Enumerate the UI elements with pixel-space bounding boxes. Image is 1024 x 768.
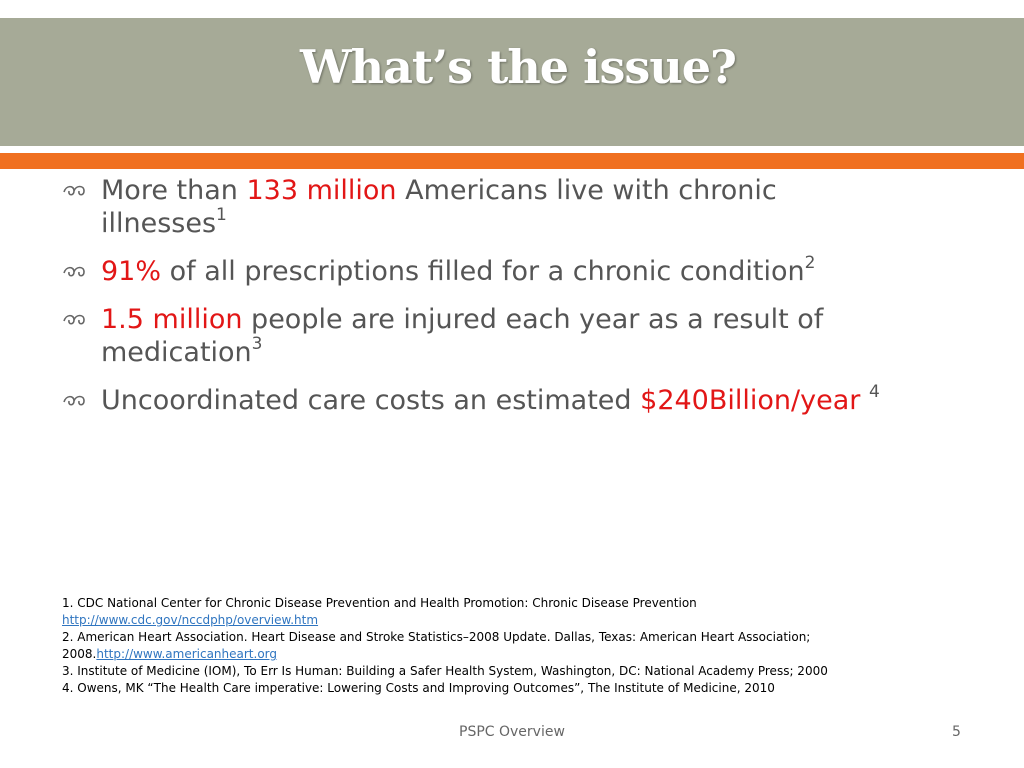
bullet-swirl-icon <box>62 183 90 199</box>
footnote-marker: 2 <box>804 253 816 273</box>
bullet-highlight: 133 million <box>246 175 397 206</box>
reference-2-prefix: 2008. <box>62 647 97 661</box>
bullet-highlight: 91% <box>101 256 162 287</box>
bullet-item <box>60 303 900 369</box>
bullet-list <box>60 174 900 432</box>
bullet-swirl-icon <box>62 393 90 409</box>
footnote-marker: 4 <box>868 382 880 402</box>
slide-title: What’s the issue? <box>300 40 736 94</box>
reference-3: 3. Institute of Medicine (IOM), To Err Is Human: Building a Safer Health System, Washington, DC: National Academy Press; 2000 <box>62 664 828 678</box>
footer-label: PSPC Overview <box>459 724 565 740</box>
page-number: 5 <box>952 724 961 740</box>
accent-bar <box>0 153 1024 169</box>
references <box>62 595 962 697</box>
bullet-swirl-icon <box>62 264 90 280</box>
reference-1-link[interactable]: http://www.cdc.gov/nccdphp/overview.htm <box>62 613 319 627</box>
bullet-text-pre: Uncoordinated care costs an estimated <box>101 385 641 416</box>
bullet-item <box>60 384 900 417</box>
bullet-item <box>60 174 900 240</box>
reference-2: 2. American Heart Association. Heart Disease and Stroke Statistics–2008 Update. Dallas, Texas: American Heart Association; <box>62 630 811 644</box>
bullet-text-post: Americans live with chronic illnesses <box>101 175 777 239</box>
bullet-text-post: people are injured each year as a result of medication <box>101 304 824 368</box>
footnote-marker: 3 <box>251 334 263 354</box>
footnote-marker: 1 <box>216 205 227 225</box>
bullet-swirl-icon <box>62 312 90 328</box>
reference-1: 1. CDC National Center for Chronic Disease Prevention and Health Promotion: Chronic Disease Prevention <box>62 596 697 610</box>
bullet-highlight: $240Billion/year <box>640 385 861 416</box>
bullet-text-post: of all prescriptions filled for a chronic condition <box>161 256 805 287</box>
bullet-text-pre: More than <box>101 175 247 206</box>
bullet-item <box>60 255 900 288</box>
reference-2-link[interactable]: http://www.americanheart.org <box>96 647 278 661</box>
bullet-highlight: 1.5 million <box>101 304 243 335</box>
reference-4: 4. Owens, MK “The Health Care imperative: Lowering Costs and Improving Outcomes”, The Institute of Medicine, 2010 <box>62 681 775 695</box>
bullet-text-post <box>860 385 869 416</box>
